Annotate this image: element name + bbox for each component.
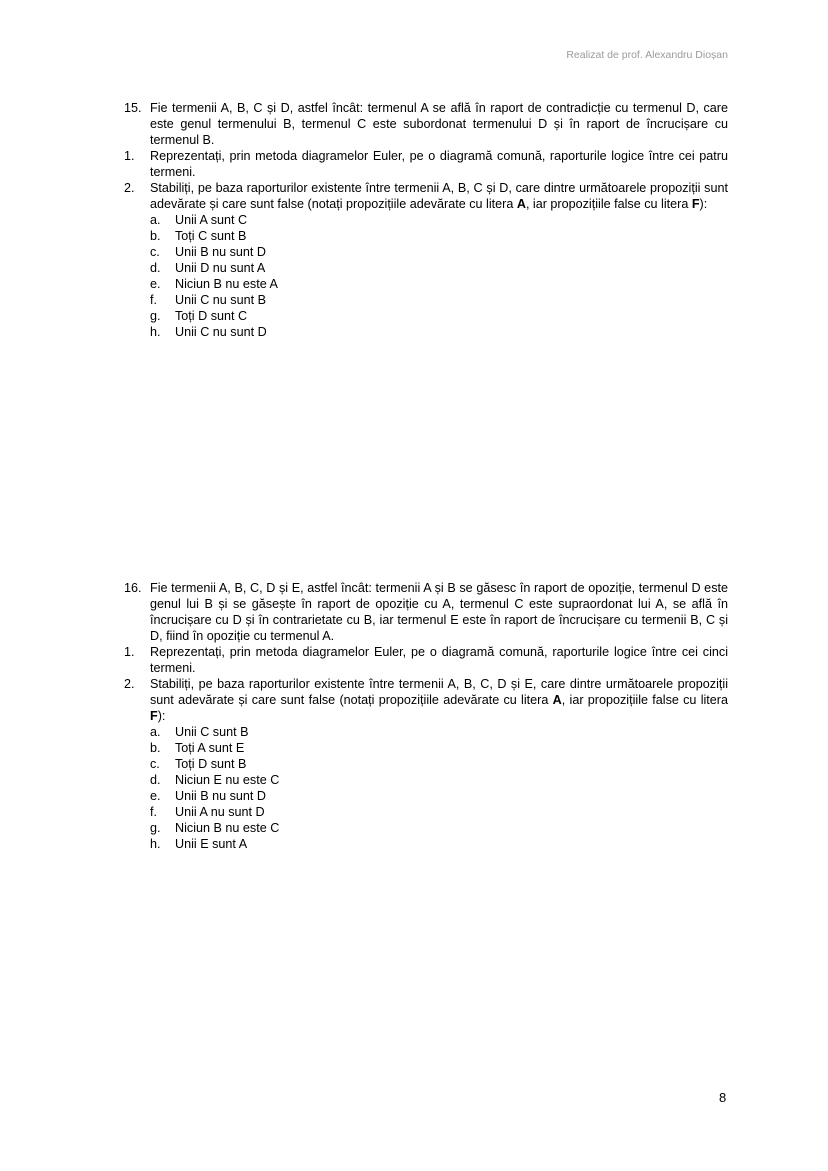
task-number: 2. [124, 181, 135, 195]
list-item: c. Unii B nu sunt D [150, 245, 266, 259]
list-item: d. Unii D nu sunt A [150, 261, 266, 275]
task-text: Stabiliți, pe baza raporturilor existente între termenii A, B, C și D, care dintre următoarele propoziții sunt adevărate și care sunt false (notați propozițiile adevărate cu litera A, iar propozițiile false cu litera F): [150, 181, 728, 211]
list-item: a. Unii C sunt B [150, 725, 249, 739]
list-item: g. Niciun B nu este C [150, 821, 280, 835]
statement-text: Fie termenii A, B, C și D, astfel încât: termenul A se află în raport de contradicție cu termenul D, care este genul termenului B, termenul C este subordonat termenului D și în raport de încrucișare cu termenul B. [150, 101, 728, 147]
list-item: h. Unii C nu sunt D [150, 325, 267, 339]
problem-15 [124, 100, 728, 340]
page-header: Realizat de prof. Alexandru Dioșan [566, 49, 728, 61]
list-item: c. Toți D sunt B [150, 757, 247, 771]
problem-16 [124, 580, 728, 852]
task-1 [124, 148, 728, 180]
list-item: e. Niciun B nu este A [150, 277, 278, 291]
task-2 [124, 676, 728, 724]
task-2 [124, 180, 728, 212]
list-item: f. Unii C nu sunt B [150, 293, 266, 307]
list-item: b. Toți C sunt B [150, 229, 247, 243]
page-number: 8 [719, 1090, 727, 1105]
list-item: e. Unii B nu sunt D [150, 789, 266, 803]
task-number: 2. [124, 677, 135, 691]
list-item: b. Toți A sunt E [150, 741, 245, 755]
list-item: g. Toți D sunt C [150, 309, 248, 323]
task-number: 1. [124, 149, 135, 163]
list-item: a. Unii A sunt C [150, 213, 248, 227]
problem-statement [124, 580, 728, 644]
task-text: Stabiliți, pe baza raporturilor existente între termenii A, B, C, D și E, care dintre următoarele propoziții sunt adevărate și care sunt false (notați propozițiile adevărate cu litera A, iar propozițiile false cu litera F): [150, 677, 729, 723]
task-number: 1. [124, 645, 135, 659]
problem-number: 16. [124, 581, 142, 595]
list-item: h. Unii E sunt A [150, 837, 248, 851]
problem-number: 15. [124, 101, 142, 115]
task-1 [124, 644, 728, 676]
list-item: d. Niciun E nu este C [150, 773, 280, 787]
statement-text: Fie termenii A, B, C, D și E, astfel încât: termenii A și B se găsesc în raport de opoziție, termenul D este genul lui B și se găsește în raport de opoziție cu A, termenul C este supraordonat lui A, se află în încrucișare cu D și în contrarietate cu B, iar termenul E este în raport de încrucișare cu termenii B, C și D, fiind în opoziție cu termenul A. [150, 581, 728, 643]
task-text: Reprezentați, prin metoda diagramelor Euler, pe o diagramă comună, raporturile logice între cei patru termeni. [150, 149, 728, 179]
task-text: Reprezentați, prin metoda diagramelor Euler, pe o diagramă comună, raporturile logice între cei cinci termeni. [150, 645, 728, 675]
problem-statement [124, 100, 728, 148]
list-item: f. Unii A nu sunt D [150, 805, 265, 819]
